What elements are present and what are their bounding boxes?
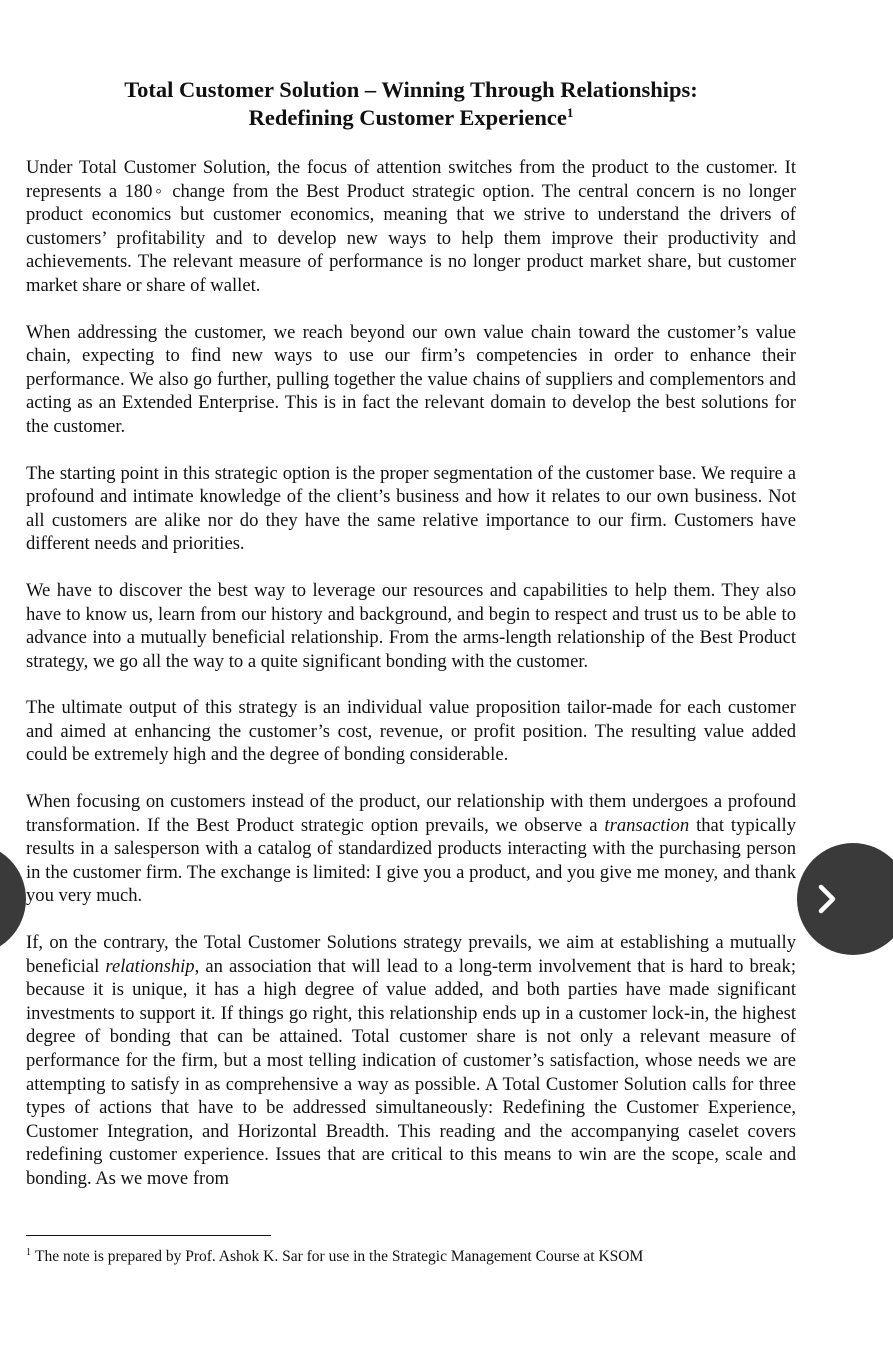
paragraph-6: [26, 790, 796, 908]
paragraph-6-italic: transaction: [604, 814, 690, 836]
footnote-text: The note is prepared by Prof. Ashok K. Sar for use in the Strategic Management Course at KSOM: [35, 1248, 644, 1265]
footnote: [26, 1247, 643, 1267]
paragraph-5: The ultimate output of this strategy is an individual value proposition tailor-made for each customer and aimed at enhancing the customer’s cost, revenue, or profit position. The resulting value added could be extremely high and the degree of bonding considerable.: [26, 697, 796, 766]
footnote-divider: [26, 1235, 271, 1236]
paragraph-2: When addressing the customer, we reach beyond our own value chain toward the customer’s value chain, expecting to find new ways to use our firm’s competencies in order to enhance their performance. We also go further, pulling together the value chains of suppliers and complementors and acting as an Extended Enterprise. This is in fact the relevant domain to develop the best solutions for the customer.: [26, 321, 796, 437]
paragraph-7-text-a: If, on the contrary, the Total Customer Solutions strategy prevails, we aim at establishing a mutually beneficial: [26, 932, 796, 977]
title-footnote-marker: 1: [566, 105, 574, 120]
chevron-right-icon: [809, 882, 843, 916]
paragraph-7-italic: relationship: [105, 955, 195, 977]
paragraph-4: We have to discover the best way to leverage our resources and capabilities to help them. They also have to know us, learn from our history and background, and begin to respect and trust us to be able to advance into a mutually beneficial relationship. From the arms-length relationship of the Best Product strategy, we go all the way to a quite significant bonding with the customer.: [26, 579, 796, 672]
paragraph-6-text-b: that typically results in a salesperson with a catalog of standardized products interacting with the purchasing person in the customer firm. The exchange is limited: I give you a product, and you give me money, and thank you very much.: [26, 814, 796, 907]
next-page-button[interactable]: [797, 843, 893, 955]
paragraph-6-text-a: When focusing on customers instead of the product, our relationship with them undergoes a profound transformation. If the Best Product strategic option prevails, we observe a: [26, 791, 796, 836]
paragraph-7: [26, 931, 796, 1191]
page-title: [26, 76, 796, 132]
footnote-marker: 1: [26, 1247, 31, 1258]
previous-page-button[interactable]: [0, 843, 26, 955]
title-line-2: Redefining Customer Experience: [248, 105, 567, 130]
document-page: [26, 76, 796, 1214]
paragraph-1: Under Total Customer Solution, the focus of attention switches from the product to the customer. It represents a 180◦ change from the Best Product strategic option. The central concern is no longer product economics but customer economics, meaning that we strive to understand the drivers of customers’ profitability and to develop new ways to help them improve their productivity and achievements. The relevant measure of performance is no longer product market share, but customer market share or share of wallet.: [26, 157, 796, 296]
paragraph-3: The starting point in this strategic option is the proper segmentation of the customer base. We require a profound and intimate knowledge of the client’s business and how it relates to our own business. Not all customers are alike nor do they have the same relative importance to our firm. Customers have different needs and priorities.: [26, 462, 796, 555]
paragraph-7-text-b: , an association that will lead to a long-term involvement that is hard to break; because it is unique, it has a high degree of value added, and both parties have made significant investments to support it. If things go right, this relationship ends up in a customer lock-in, the highest degree of bonding that can be attained. Total customer share is not only a relevant measure of performance for the firm, but a most telling indication of customer’s satisfaction, whose needs we are attempting to satisfy in as comprehensive a way as possible. A Total Customer Solution calls for three types of actions that have to be addressed simultaneously: Redefining the Customer Experience, Customer Integration, and Horizontal Breadth. This reading and the accompanying caselet covers redefining customer experience. Issues that are critical to this means to win are the scope, scale and bonding. As we move from: [26, 955, 796, 1189]
title-line-1: Total Customer Solution – Winning Through Relationships:: [124, 77, 698, 102]
